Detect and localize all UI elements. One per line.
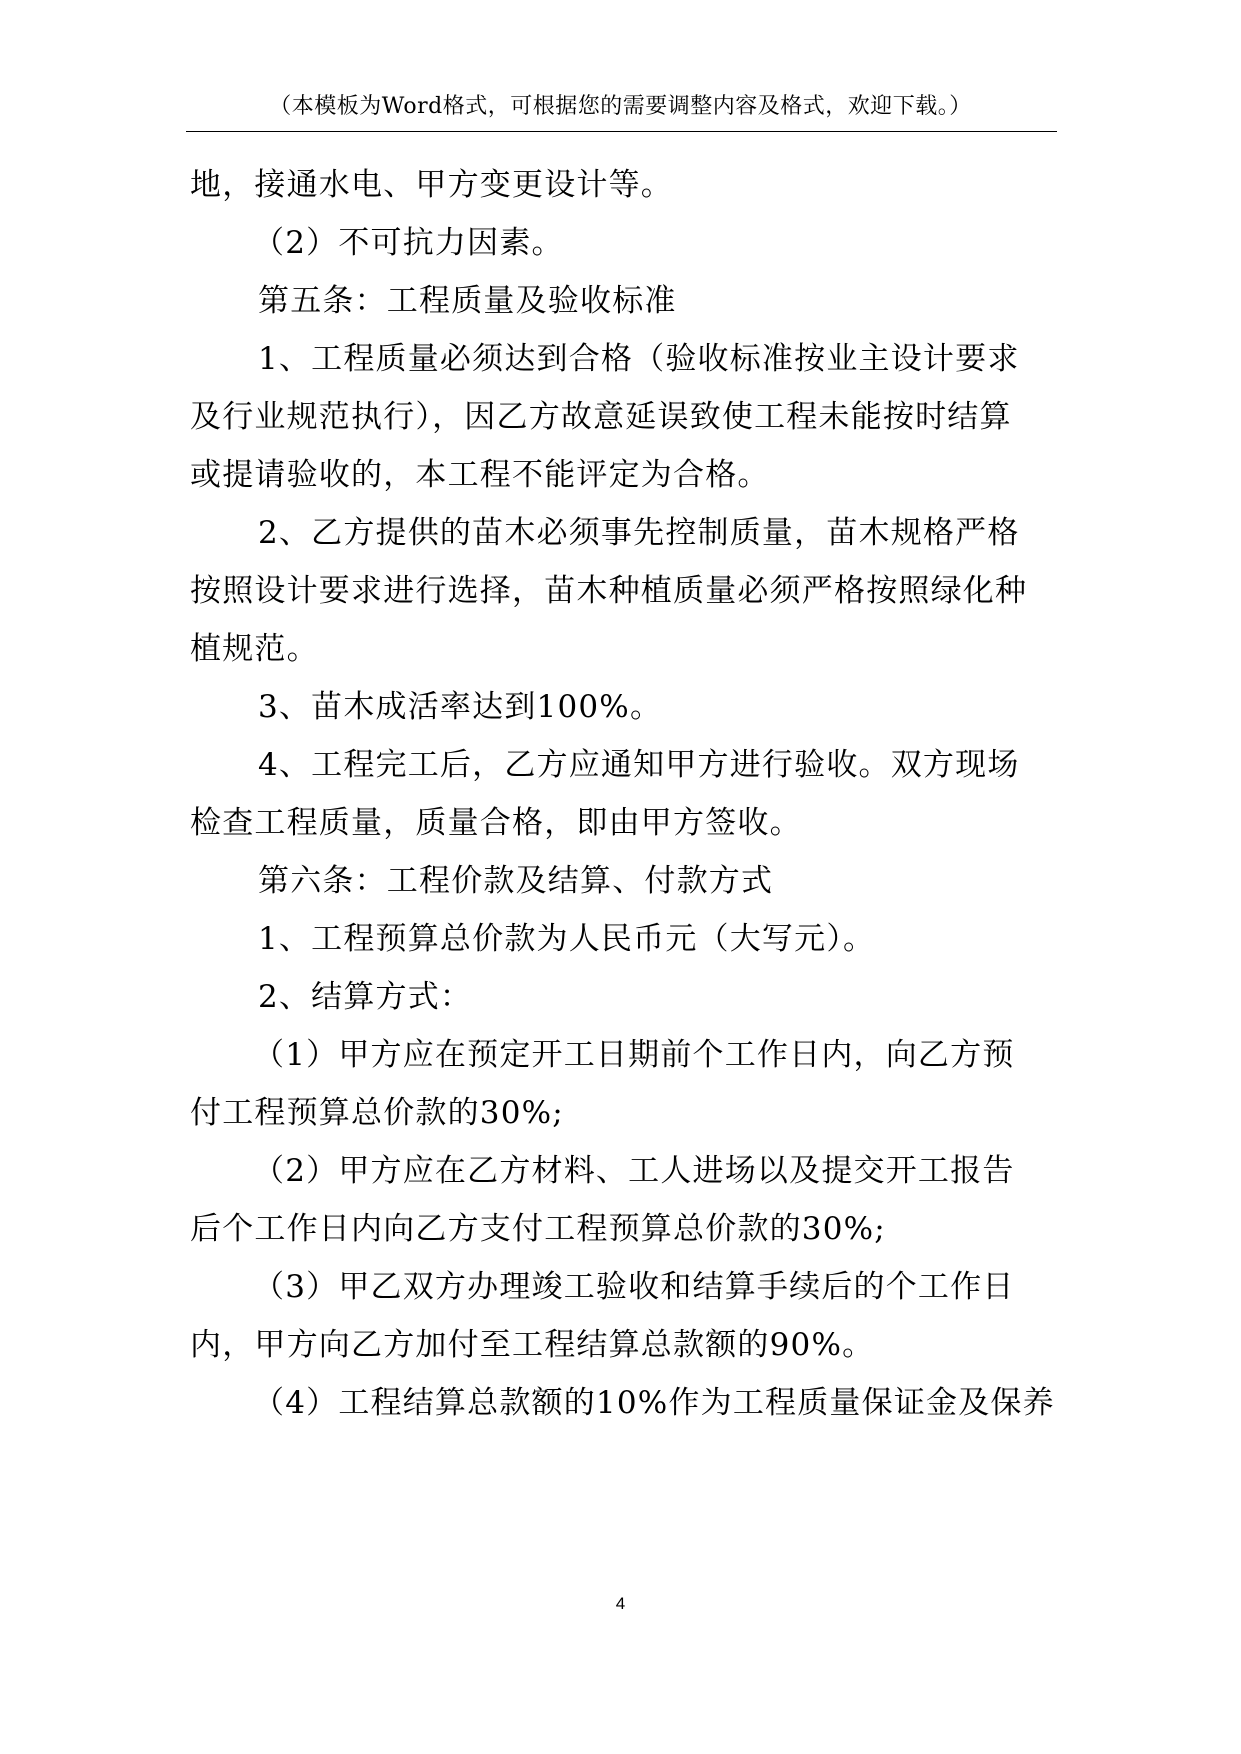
text-line: 及行业规范执行），因乙方故意延误致使工程未能按时结算 bbox=[190, 399, 1012, 435]
header-divider bbox=[186, 131, 1057, 132]
text-line: （2）甲方应在乙方材料、工人进场以及提交开工报告 bbox=[253, 1153, 1015, 1189]
text-line: 或提请验收的，本工程不能评定为合格。 bbox=[190, 457, 770, 493]
page-number: 4 bbox=[615, 1594, 626, 1613]
text-line: （2）不可抗力因素。 bbox=[253, 225, 564, 261]
text-line: 2、乙方提供的苗木必须事先控制质量，苗木规格严格 bbox=[258, 515, 1020, 551]
text-line: 植规范。 bbox=[190, 631, 319, 667]
template-note-header: （本模板为Word格式，可根据您的需要调整内容及格式，欢迎下载。） bbox=[269, 94, 972, 119]
text-line: （3）甲乙双方办理竣工验收和结算手续后的个工作日 bbox=[253, 1269, 1015, 1305]
text-line: 检查工程质量，质量合格，即由甲方签收。 bbox=[190, 805, 802, 841]
text-line: 按照设计要求进行选择，苗木种植质量必须严格按照绿化种 bbox=[190, 573, 1028, 609]
text-line: 4、工程完工后，乙方应通知甲方进行验收。双方现场 bbox=[258, 747, 1020, 783]
text-line: 3、苗木成活率达到100%。 bbox=[258, 689, 663, 725]
text-line: 地，接通水电、甲方变更设计等。 bbox=[190, 167, 673, 203]
text-line: 1、工程质量必须达到合格（验收标准按业主设计要求 bbox=[258, 341, 1020, 377]
text-line: 付工程预算总价款的30%; bbox=[190, 1095, 564, 1131]
text-line: 2、结算方式： bbox=[258, 979, 473, 1015]
text-line: 内，甲方向乙方加付至工程结算总款额的90%。 bbox=[190, 1327, 875, 1363]
text-line: （1）甲方应在预定开工日期前个工作日内，向乙方预 bbox=[253, 1037, 1015, 1073]
text-line: 1、工程预算总价款为人民币元（大写元）。 bbox=[258, 921, 876, 957]
section-heading: 第六条：工程价款及结算、付款方式 bbox=[258, 863, 774, 899]
text-line: 后个工作日内向乙方支付工程预算总价款的30%; bbox=[190, 1211, 886, 1247]
text-line: （4）工程结算总款额的10%作为工程质量保证金及保养 bbox=[253, 1385, 1055, 1421]
section-heading: 第五条：工程质量及验收标准 bbox=[258, 283, 677, 319]
